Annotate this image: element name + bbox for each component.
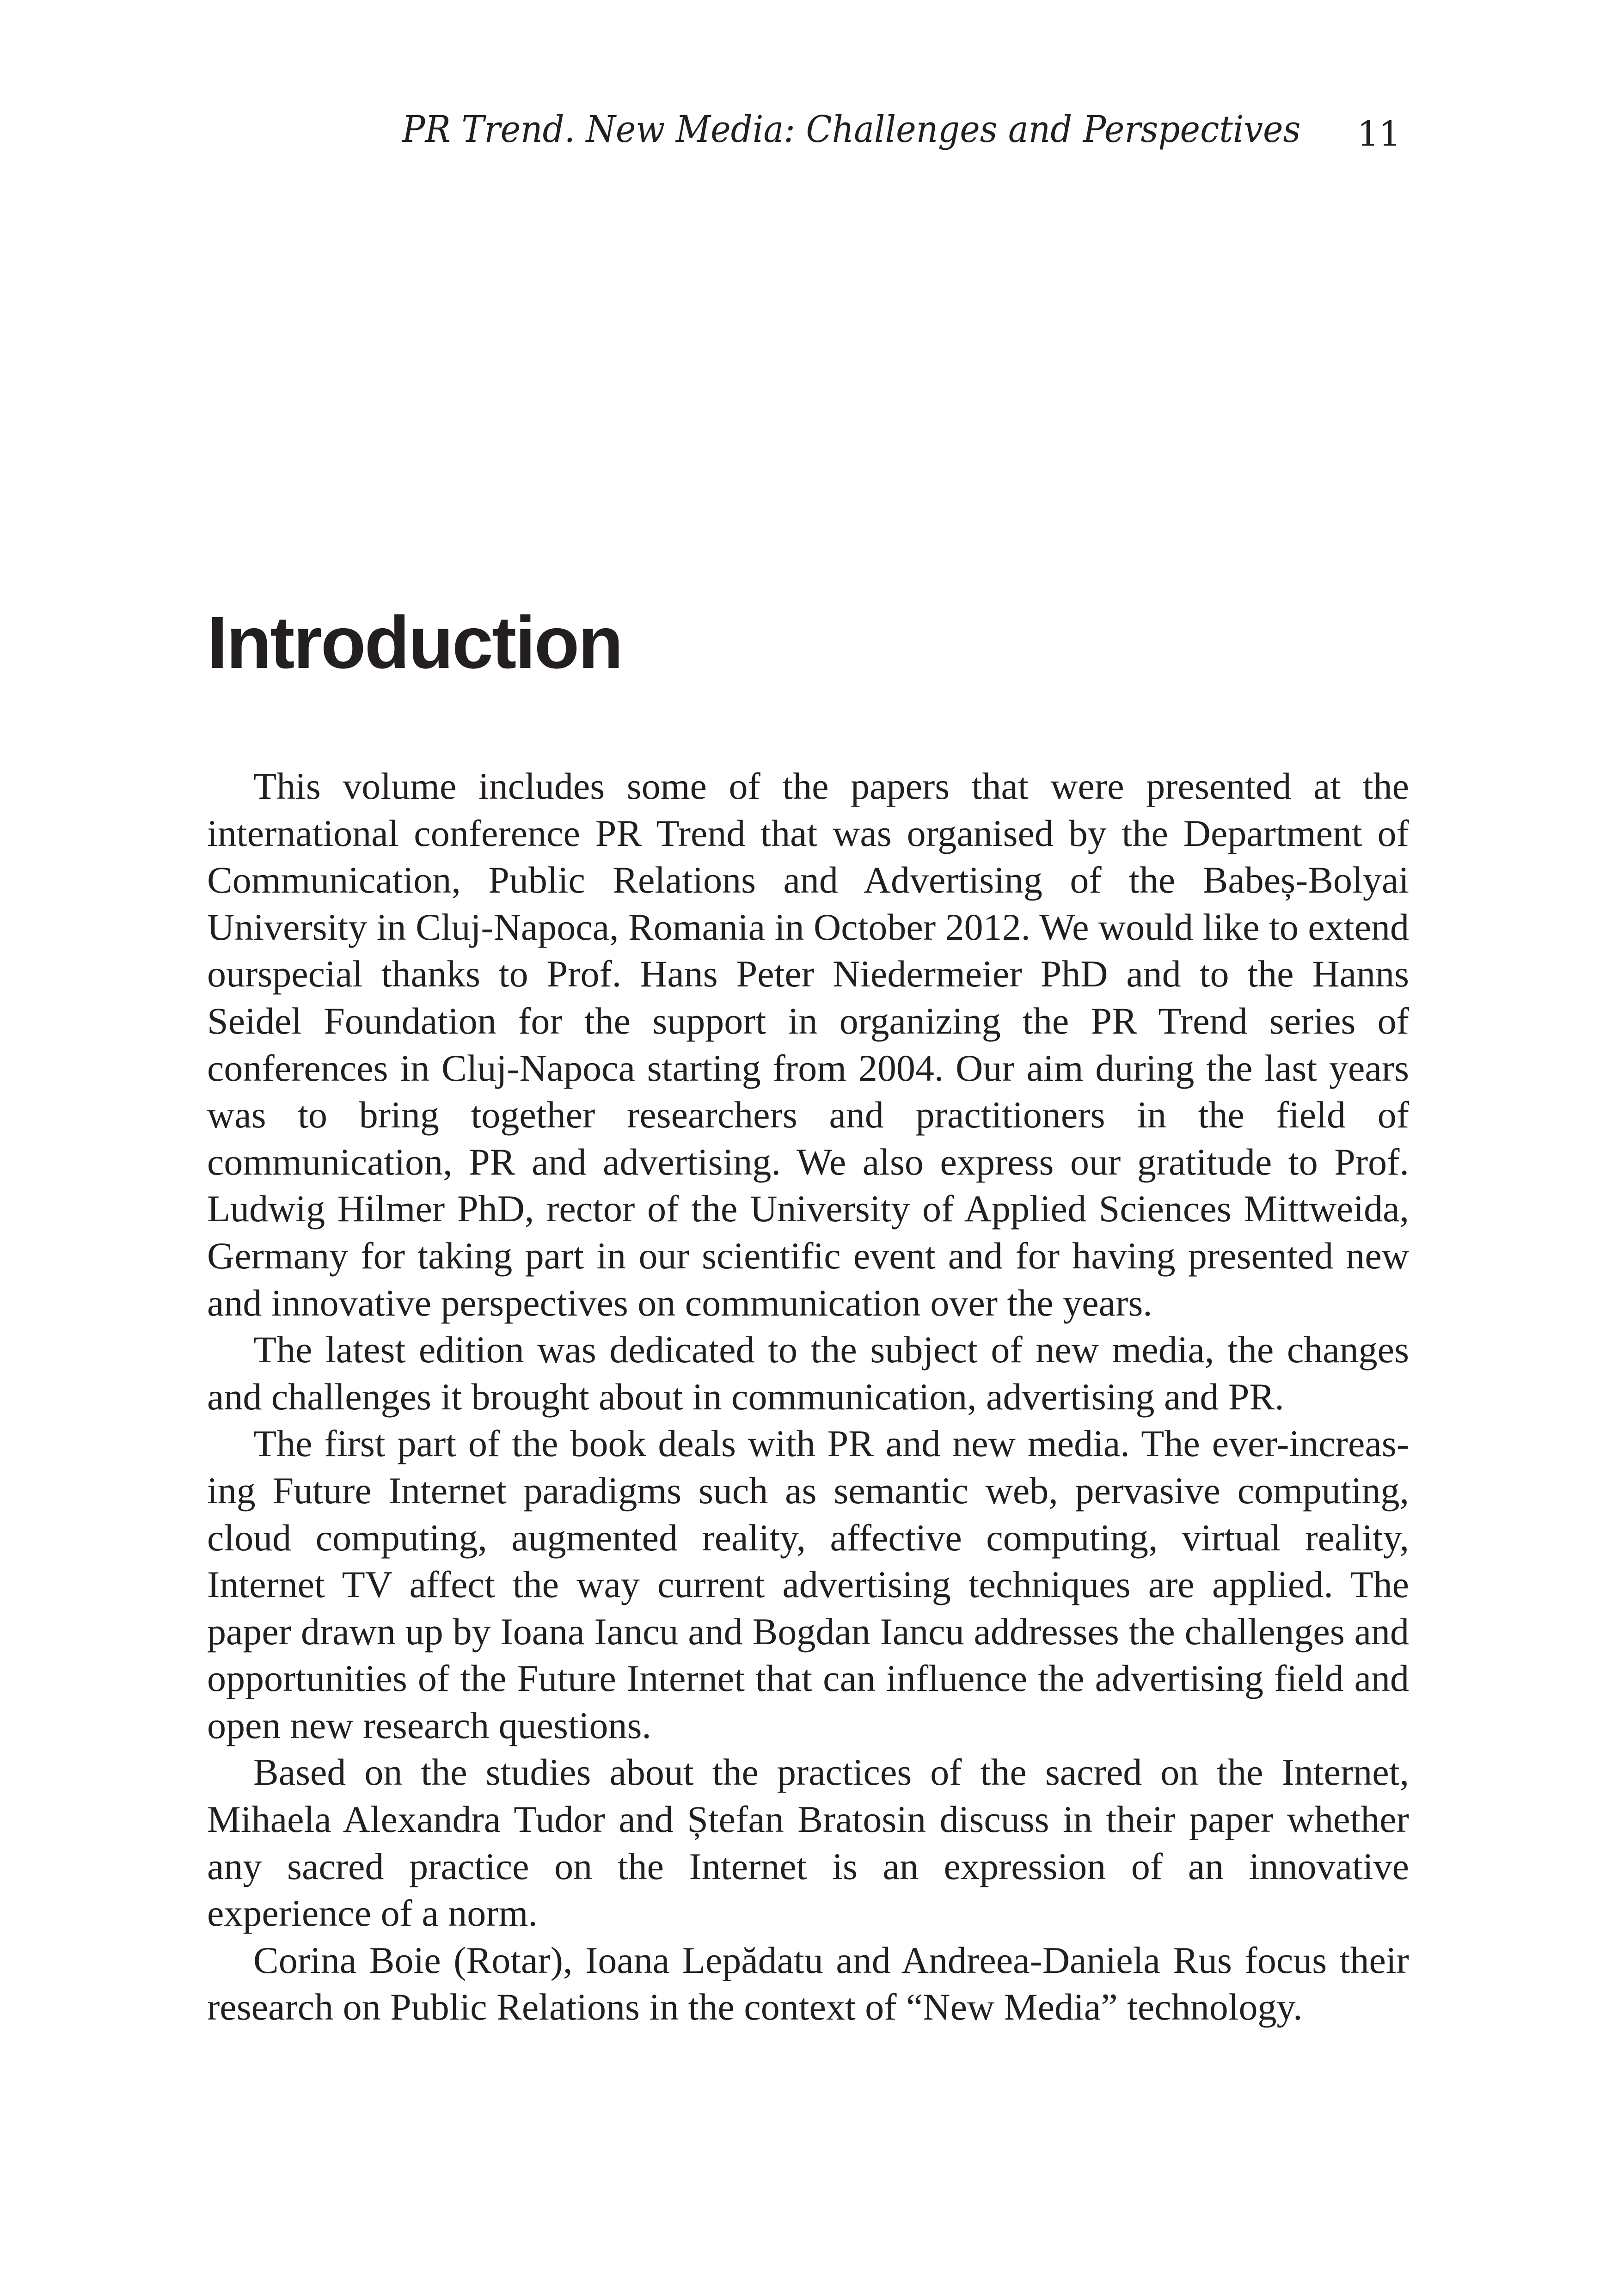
running-head-title: PR Trend. New Media: Challenges and Perspectives [402,108,1301,151]
paragraph: Corina Boie (Rotar), Ioana Lepădatu and Andreea-Daniela Rus focus their research on Public Relations in the context of “New Media” technology. [207,1939,1409,2028]
paragraph: The latest edition was dedicated to the subject of new media, the changes and challenges it brought about in communication, advertising and PR. [207,1329,1409,1418]
body-text [207,763,1409,2031]
chapter-title: Introduction [207,601,622,684]
paragraph: This volume includes some of the papers that were presented at the international conference PR Trend that was organised by the Department of Communication, Public Relations and Advertising of the Babeș-Bolyai University in Cluj-Napoca, Romania in October 2012. We would like to extend ourspecial thanks to Prof. Hans Peter Niedermeier PhD and to the Hanns Seidel Foundation for the support in organizing the PR Trend series of conferences in Cluj-Napoca starting from 2004. Our aim during the last years was to bring together researchers and practitioners in the field of communication, PR and advertising. We also express our gratitude to Prof. Ludwig Hilmer PhD, rector of the University of Applied Sciences Mittweida, Germany for taking part in our scientific event and for having presented new and innovative perspectives on communication over the years. [207,765,1409,1324]
page-number: 11 [1357,114,1401,154]
paragraph: The first part of the book deals with PR and new media. The ever-increasing Future Internet paradigms such as semantic web, pervasive computing, cloud computing, augmented reality, affective computing, virtual reality, Internet TV affect the way current advertising techniques are applied. The paper drawn up by Ioana Iancu and Bogdan Iancu addresses the challenges and opportunities of the Future Internet that can influence the advertising field and open new research questions. [207,1422,1409,1746]
paragraph: Based on the studies about the practices of the sacred on the Internet, Mihaela Alexandra Tudor and Ștefan Bratosin discuss in their paper whether any sacred practice on the Internet is an expression of an innovative experience of a norm. [207,1751,1409,1935]
